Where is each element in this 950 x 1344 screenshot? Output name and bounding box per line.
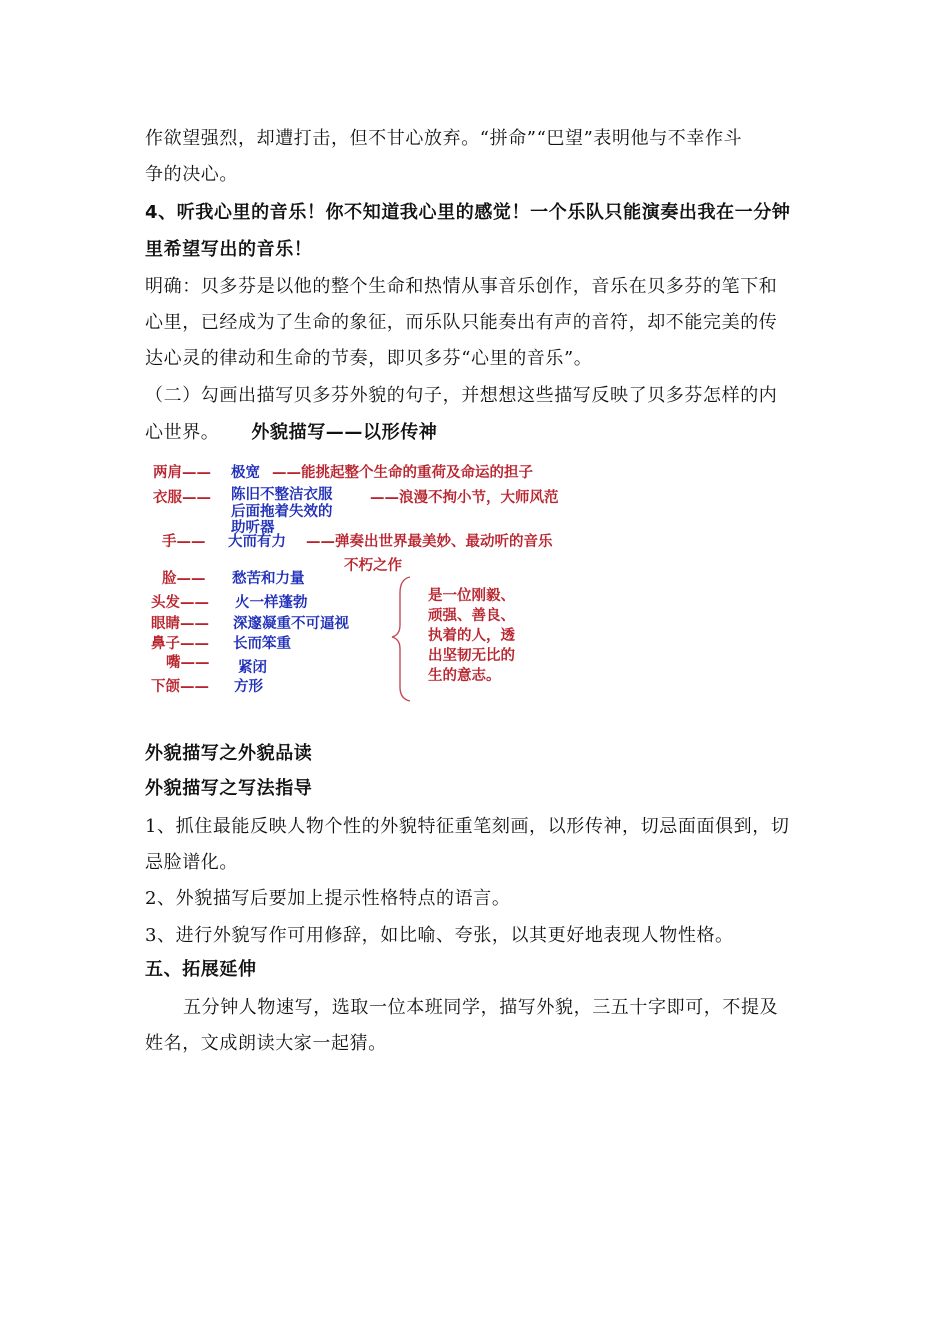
- summary-line: 出坚韧无比的: [428, 648, 515, 664]
- guide-item-line: 1、抓住最能反映人物个性的外貌特征重笔刻画，以形传神，切忌面面俱到，切: [145, 816, 790, 837]
- appearance-diagram: [148, 455, 648, 705]
- answer-line: 达心灵的律动和生命的节奏，即贝多芬“心里的音乐”。: [145, 348, 593, 369]
- diagram-part: 两肩——: [153, 465, 211, 481]
- summary-line: 顽强、善良、: [428, 608, 515, 624]
- diagram-result: ——弹奏出世界最美妙、最动听的音乐: [306, 534, 553, 550]
- diagram-part: 脸——: [162, 571, 206, 587]
- answer-line: 明确：贝多芬是以他的整个生命和热情从事音乐创作，音乐在贝多芬的笔下和: [145, 276, 778, 297]
- question-4-line: 里希望写出的音乐！: [145, 239, 313, 260]
- diagram-part: 嘴——: [166, 655, 210, 671]
- guide-item-line: 2、外貌描写后要加上提示性格特点的语言。: [145, 888, 511, 909]
- diagram-desc: 后面拖着失效的: [231, 504, 333, 520]
- diagram-desc: 愁苦和力量: [232, 571, 305, 587]
- summary-line: 生的意志。: [428, 668, 501, 684]
- diagram-part: 鼻子——: [151, 636, 209, 652]
- diagram-desc: 方形: [234, 679, 263, 695]
- answer-line: 心里，已经成为了生命的象征，而乐队只能奏出有声的音符，却不能完美的传: [145, 312, 778, 333]
- diagram-desc: 助听器: [231, 520, 275, 536]
- question-4-line: 4、听我心里的音乐！你不知道我心里的感觉！一个乐队只能演奏出我在一分钟: [145, 202, 791, 223]
- diagram-part: 手——: [162, 534, 206, 550]
- section-2-subtitle: 外貌描写——以形传神: [251, 422, 438, 443]
- diagram-result: 不朽之作: [344, 558, 402, 574]
- diagram-part: 衣服——: [153, 490, 211, 506]
- diagram-desc: 深邃凝重不可逼视: [233, 616, 349, 632]
- diagram-desc: 紧闭: [238, 660, 267, 676]
- extension-line: 五分钟人物速写，选取一位本班同学，描写外貌，三五十字即可，不提及: [183, 997, 779, 1018]
- diagram-part: 头发——: [151, 595, 209, 611]
- diagram-result: ——能挑起整个生命的重荷及命运的担子: [272, 465, 533, 481]
- guide-item-line: 忌脸谱化。: [145, 852, 238, 873]
- guide-item-line: 3、进行外貌写作可用修辞，如比喻、夸张，以其更好地表现人物性格。: [145, 925, 734, 946]
- diagram-desc: 陈旧不整洁衣服: [231, 487, 333, 503]
- heading-appearance-reading: 外貌描写之外貌品读: [145, 743, 313, 764]
- heading-writing-guide: 外貌描写之写法指导: [145, 778, 313, 799]
- brace-bracket: [392, 577, 410, 701]
- section-2-line: （二）勾画出描写贝多芬外貌的句子，并想想这些描写反映了贝多芬怎样的内: [145, 385, 778, 406]
- paragraph-line: 作欲望强烈，却遭打击，但不甘心放弃。“拼命”“巴望”表明他与不幸作斗: [145, 128, 743, 149]
- diagram-part: 下颌——: [151, 679, 209, 695]
- extension-line: 姓名，文成朗读大家一起猜。: [145, 1033, 387, 1054]
- heading-extension: 五、拓展延伸: [145, 959, 257, 980]
- summary-line: 执着的人，透: [428, 628, 515, 644]
- diagram-desc: 大而有力: [228, 534, 286, 550]
- diagram-desc: 极宽: [231, 465, 260, 481]
- section-2-line: [145, 421, 437, 445]
- paragraph-line: 争的决心。: [145, 164, 238, 185]
- section-2-text: 心世界。: [145, 422, 220, 443]
- diagram-result: ——浪漫不拘小节，大师风范: [370, 490, 559, 506]
- diagram-desc: 火一样蓬勃: [235, 595, 308, 611]
- diagram-part: 眼睛——: [151, 616, 209, 632]
- summary-line: 是一位刚毅、: [428, 588, 515, 604]
- diagram-desc: 长而笨重: [233, 636, 291, 652]
